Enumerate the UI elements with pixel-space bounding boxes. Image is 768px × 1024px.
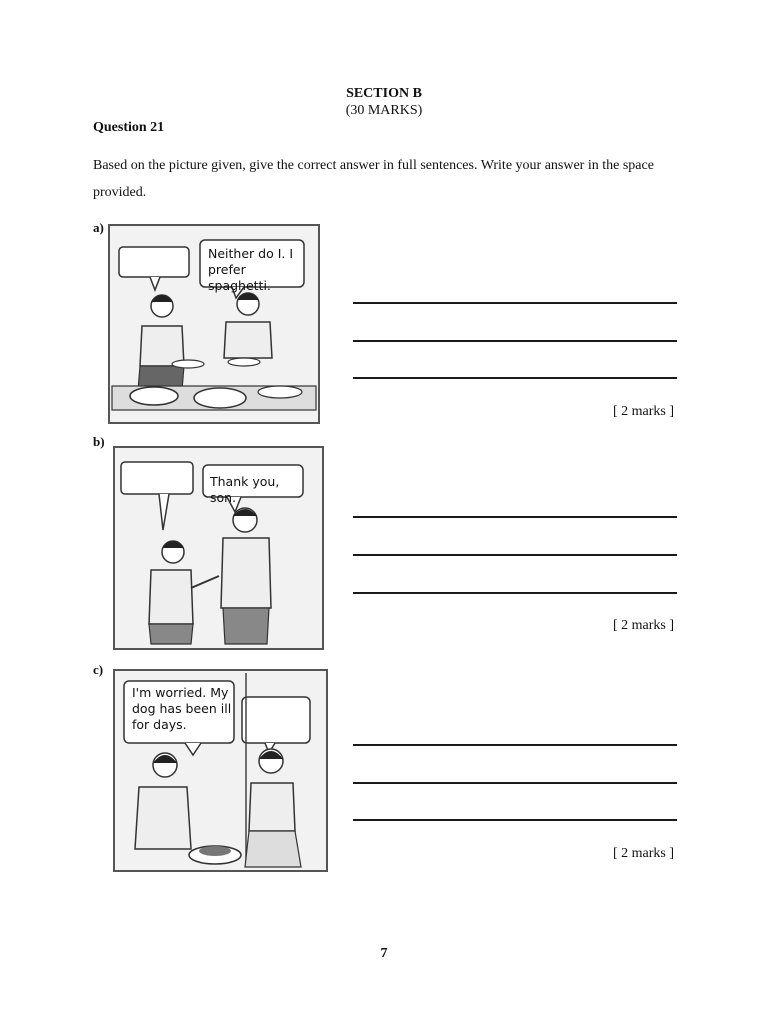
part-b-label: b) bbox=[93, 434, 105, 449]
marks-a: [ 2 marks ] bbox=[612, 404, 674, 419]
question-title: Question 21 bbox=[93, 120, 165, 135]
answer-line-a1[interactable] bbox=[353, 302, 677, 304]
picture-c bbox=[113, 669, 328, 872]
bubble-text-a-line2: prefer spaghetti. bbox=[208, 262, 271, 293]
section-marks: (30 MARKS) bbox=[345, 103, 423, 118]
question-instruction: Based on the picture given, give the correct answer in full sentences. Write your answer in the space provided. bbox=[93, 158, 654, 200]
bubble-text-a-line1: Neither do I. I bbox=[208, 246, 294, 261]
picture-a bbox=[108, 224, 320, 424]
marks-c: [ 2 marks ] bbox=[612, 846, 674, 861]
answer-line-c2[interactable] bbox=[353, 782, 677, 784]
part-c-label: c) bbox=[93, 662, 104, 677]
answer-line-b2[interactable] bbox=[353, 554, 677, 556]
answer-line-a3[interactable] bbox=[353, 377, 677, 379]
answer-line-c3[interactable] bbox=[353, 819, 677, 821]
marks-b: [ 2 marks ] bbox=[612, 618, 674, 633]
bubble-text-c-line1: I'm worried. My bbox=[132, 685, 229, 700]
answer-line-b1[interactable] bbox=[353, 516, 677, 518]
bubble-text-c-line2: dog has been ill bbox=[132, 701, 232, 716]
picture-b bbox=[113, 446, 324, 650]
bubble-text-b: Thank you, son. bbox=[210, 474, 280, 505]
page-number: 7 bbox=[380, 946, 388, 961]
answer-line-c1[interactable] bbox=[353, 744, 677, 746]
part-a-label: a) bbox=[93, 220, 104, 235]
bubble-text-c-line3: for days. bbox=[132, 717, 187, 732]
answer-line-a2[interactable] bbox=[353, 340, 677, 342]
answer-line-b3[interactable] bbox=[353, 592, 677, 594]
section-title: SECTION B bbox=[346, 86, 422, 101]
